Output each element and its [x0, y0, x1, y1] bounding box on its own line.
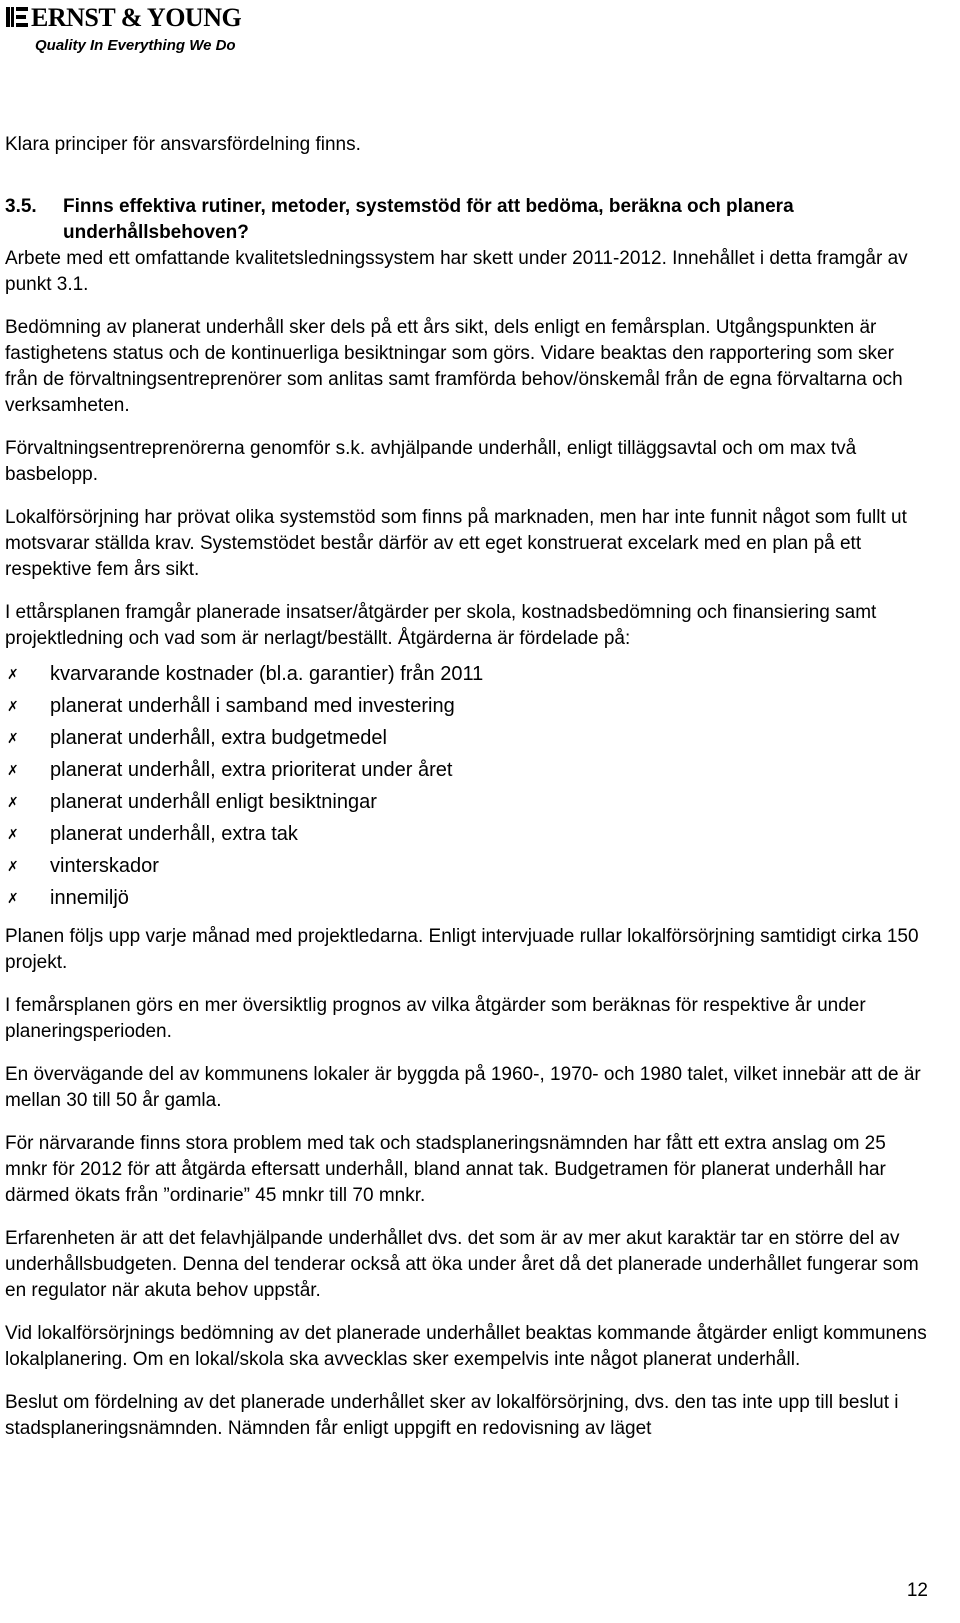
list-item	[5, 850, 930, 882]
ey-logo-mark-icon	[5, 5, 29, 29]
x-mark-icon: ✗	[7, 890, 19, 906]
body-paragraph: Arbete med ett omfattande kvalitetsledningssystem har skett under 2011-2012. Innehållet i detta framgår av punkt 3.1.	[5, 248, 908, 295]
document-body	[5, 132, 930, 1459]
body-paragraph: Vid lokalförsörjnings bedömning av det planerade underhållet beaktas kommande åtgärder enligt kommunens lokalplanering. Om en lokal/skola ska avvecklas sker exempelvis inte något planerat underhåll.	[5, 1323, 927, 1370]
section-heading	[5, 194, 930, 246]
x-mark-icon: ✗	[7, 762, 19, 778]
section-title: Finns effektiva rutiner, metoder, systemstöd för att bedöma, beräkna och planera underhållsbehoven?	[63, 196, 794, 243]
body-paragraph: I ettårsplanen framgår planerade insatser/åtgärder per skola, kostnadsbedömning och finansiering samt projektledning och vad som är nerlagt/beställt. Åtgärderna är fördelade på:	[5, 602, 877, 649]
list-item-text: planerat underhåll i samband med investering	[50, 695, 455, 717]
list-item-text: planerat underhåll, extra budgetmedel	[50, 727, 387, 749]
x-mark-icon: ✗	[7, 794, 19, 810]
list-item-text: vinterskador	[50, 855, 159, 877]
list-item	[5, 882, 930, 914]
x-mark-icon: ✗	[7, 826, 19, 842]
x-mark-icon: ✗	[7, 730, 19, 746]
x-mark-icon: ✗	[7, 858, 19, 874]
body-paragraph: Förvaltningsentreprenörerna genomför s.k. avhjälpande underhåll, enligt tilläggsavtal och om max två basbelopp.	[5, 438, 857, 485]
list-item-text: planerat underhåll, extra tak	[50, 823, 298, 845]
intro-paragraph: Klara principer för ansvarsfördelning finns.	[5, 134, 361, 155]
company-logo	[5, 3, 255, 55]
body-paragraph: Planen följs upp varje månad med projektledarna. Enligt intervjuade rullar lokalförsörjning samtidigt cirka 150 projekt.	[5, 926, 919, 973]
list-item-text: kvarvarande kostnader (bl.a. garantier) från 2011	[50, 663, 484, 685]
list-item	[5, 786, 930, 818]
brand-name: ERNST & YOUNG	[31, 3, 242, 32]
section-number: 3.5.	[5, 196, 37, 217]
body-paragraph: En övervägande del av kommunens lokaler är byggda på 1960-, 1970- och 1980 talet, vilket innebär att de är mellan 30 till 50 år gamla.	[5, 1064, 921, 1111]
x-mark-icon: ✗	[7, 698, 19, 714]
list-item	[5, 658, 930, 690]
list-item-text: innemiljö	[50, 887, 129, 909]
body-paragraph: I femårsplanen görs en mer översiktlig prognos av vilka åtgärder som beräknas för respektive år under planeringsperioden.	[5, 995, 866, 1042]
list-item-text: planerat underhåll enligt besiktningar	[50, 791, 377, 813]
list-item-text: planerat underhåll, extra prioriterat under året	[50, 759, 453, 781]
list-item	[5, 754, 930, 786]
list-item	[5, 690, 930, 722]
brand-tagline: Quality In Everything We Do	[35, 37, 236, 54]
measures-list	[5, 658, 930, 914]
list-item	[5, 722, 930, 754]
list-item	[5, 818, 930, 850]
x-mark-icon: ✗	[7, 666, 19, 682]
body-paragraph: Bedömning av planerat underhåll sker dels på ett års sikt, dels enligt en femårsplan. Utgångspunkten är fastighetens status och de kontinuerliga besiktningar som görs. Vidare beaktas den rapportering som sker från de förvaltningsentreprenörer som anlitas samt framförda behov/önskemål från de egna förvaltarna och verksamheten.	[5, 317, 903, 416]
page-number: 12	[906, 1580, 928, 1601]
body-paragraph: Lokalförsörjning har prövat olika systemstöd som finns på marknaden, men har inte funnit något som fullt ut motsvarar ställda krav. Systemstödet består därför av ett eget konstruerat excelark med en plan på ett respektive fem års sikt.	[5, 507, 907, 580]
body-paragraph: För närvarande finns stora problem med tak och stadsplaneringsnämnden har fått ett extra anslag om 25 mnkr för 2012 för att åtgärda eftersatt underhåll, bland annat tak. Budgetramen för planerat underhåll har därmed ökats från ”ordinarie” 45 mnkr till 70 mnkr.	[5, 1133, 886, 1206]
body-paragraph: Erfarenheten är att det felavhjälpande underhållet dvs. det som är av mer akut karaktär tar en större del av underhållsbudgeten. Denna del tenderar också att öka under året då det planerade underhållet fungerar som en regulator när akuta behov uppstår.	[5, 1228, 919, 1301]
body-paragraph: Beslut om fördelning av det planerade underhållet sker av lokalförsörjning, dvs. den tas inte upp till beslut i stadsplaneringsnämnden. Nämnden får enligt uppgift en redovisning av läget	[5, 1392, 899, 1439]
